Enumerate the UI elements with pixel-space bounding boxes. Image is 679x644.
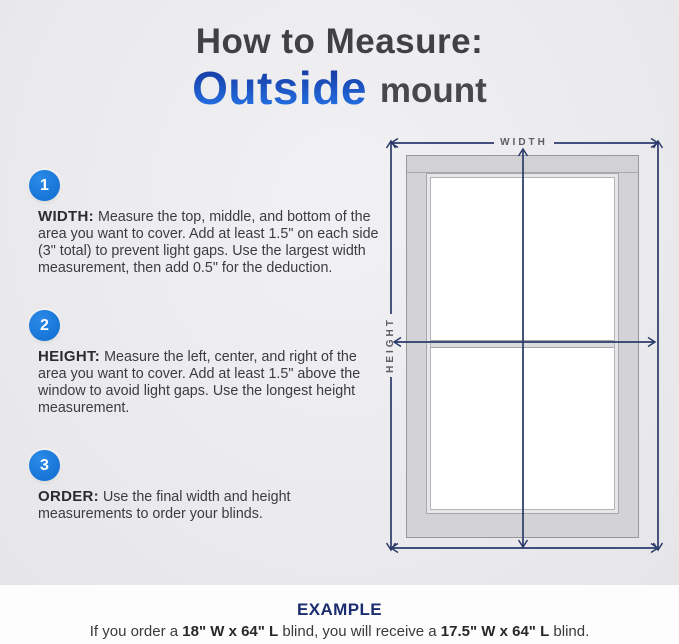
example-suffix: blind.	[549, 623, 590, 640]
step-2-number-badge: 2	[29, 310, 60, 341]
example-sentence	[0, 622, 679, 641]
page-title	[0, 22, 679, 124]
window-pane-area	[430, 177, 615, 510]
height-dimension-label: HEIGHT	[385, 317, 396, 373]
step-3-number-badge: 3	[29, 450, 60, 481]
title-line-2	[0, 64, 679, 124]
step-2-body: Measure the left, center, and right of the area you want to cover. Add at least 1.5" above the window to avoid light gaps. Use the longest height measurement.	[38, 349, 361, 416]
window-header-casing	[407, 156, 638, 173]
step-3-text	[38, 488, 380, 523]
step-2-label: HEIGHT:	[38, 348, 101, 365]
width-dimension-label: WIDTH	[500, 137, 548, 148]
window-inner-frame	[426, 173, 619, 514]
title-mount-word: mount	[379, 71, 487, 110]
window-illustration	[406, 155, 639, 538]
step-3-label: ORDER:	[38, 488, 99, 505]
example-heading: EXAMPLE	[297, 600, 382, 619]
step-2-text	[38, 348, 380, 417]
example-section	[0, 585, 679, 644]
step-1-number-badge: 1	[29, 170, 60, 201]
example-middle: blind, you will receive a	[278, 623, 441, 640]
step-1-body: Measure the top, middle, and bottom of the area you want to cover. Add at least 1.5" on each side (3" total) to prevent light gaps. Use the largest width measurement, then add 0.5" for the deduction.	[38, 209, 379, 276]
step-3	[29, 450, 381, 523]
step-1-text	[38, 208, 380, 277]
step-3-body: Use the final width and height measurements to order your blinds.	[38, 489, 291, 522]
window-measurement-diagram	[380, 130, 679, 575]
example-prefix: If you order a	[89, 623, 183, 640]
window-meeting-rail	[431, 340, 614, 348]
example-received-size: 17.5" W x 64" L	[440, 623, 550, 640]
step-1	[29, 170, 381, 277]
example-ordered-size: 18" W x 64" L	[182, 623, 279, 640]
step-2	[29, 310, 381, 417]
title-line-1: How to Measure:	[195, 22, 484, 61]
title-highlight-outside: Outside	[192, 62, 367, 114]
step-1-label: WIDTH:	[38, 208, 94, 225]
